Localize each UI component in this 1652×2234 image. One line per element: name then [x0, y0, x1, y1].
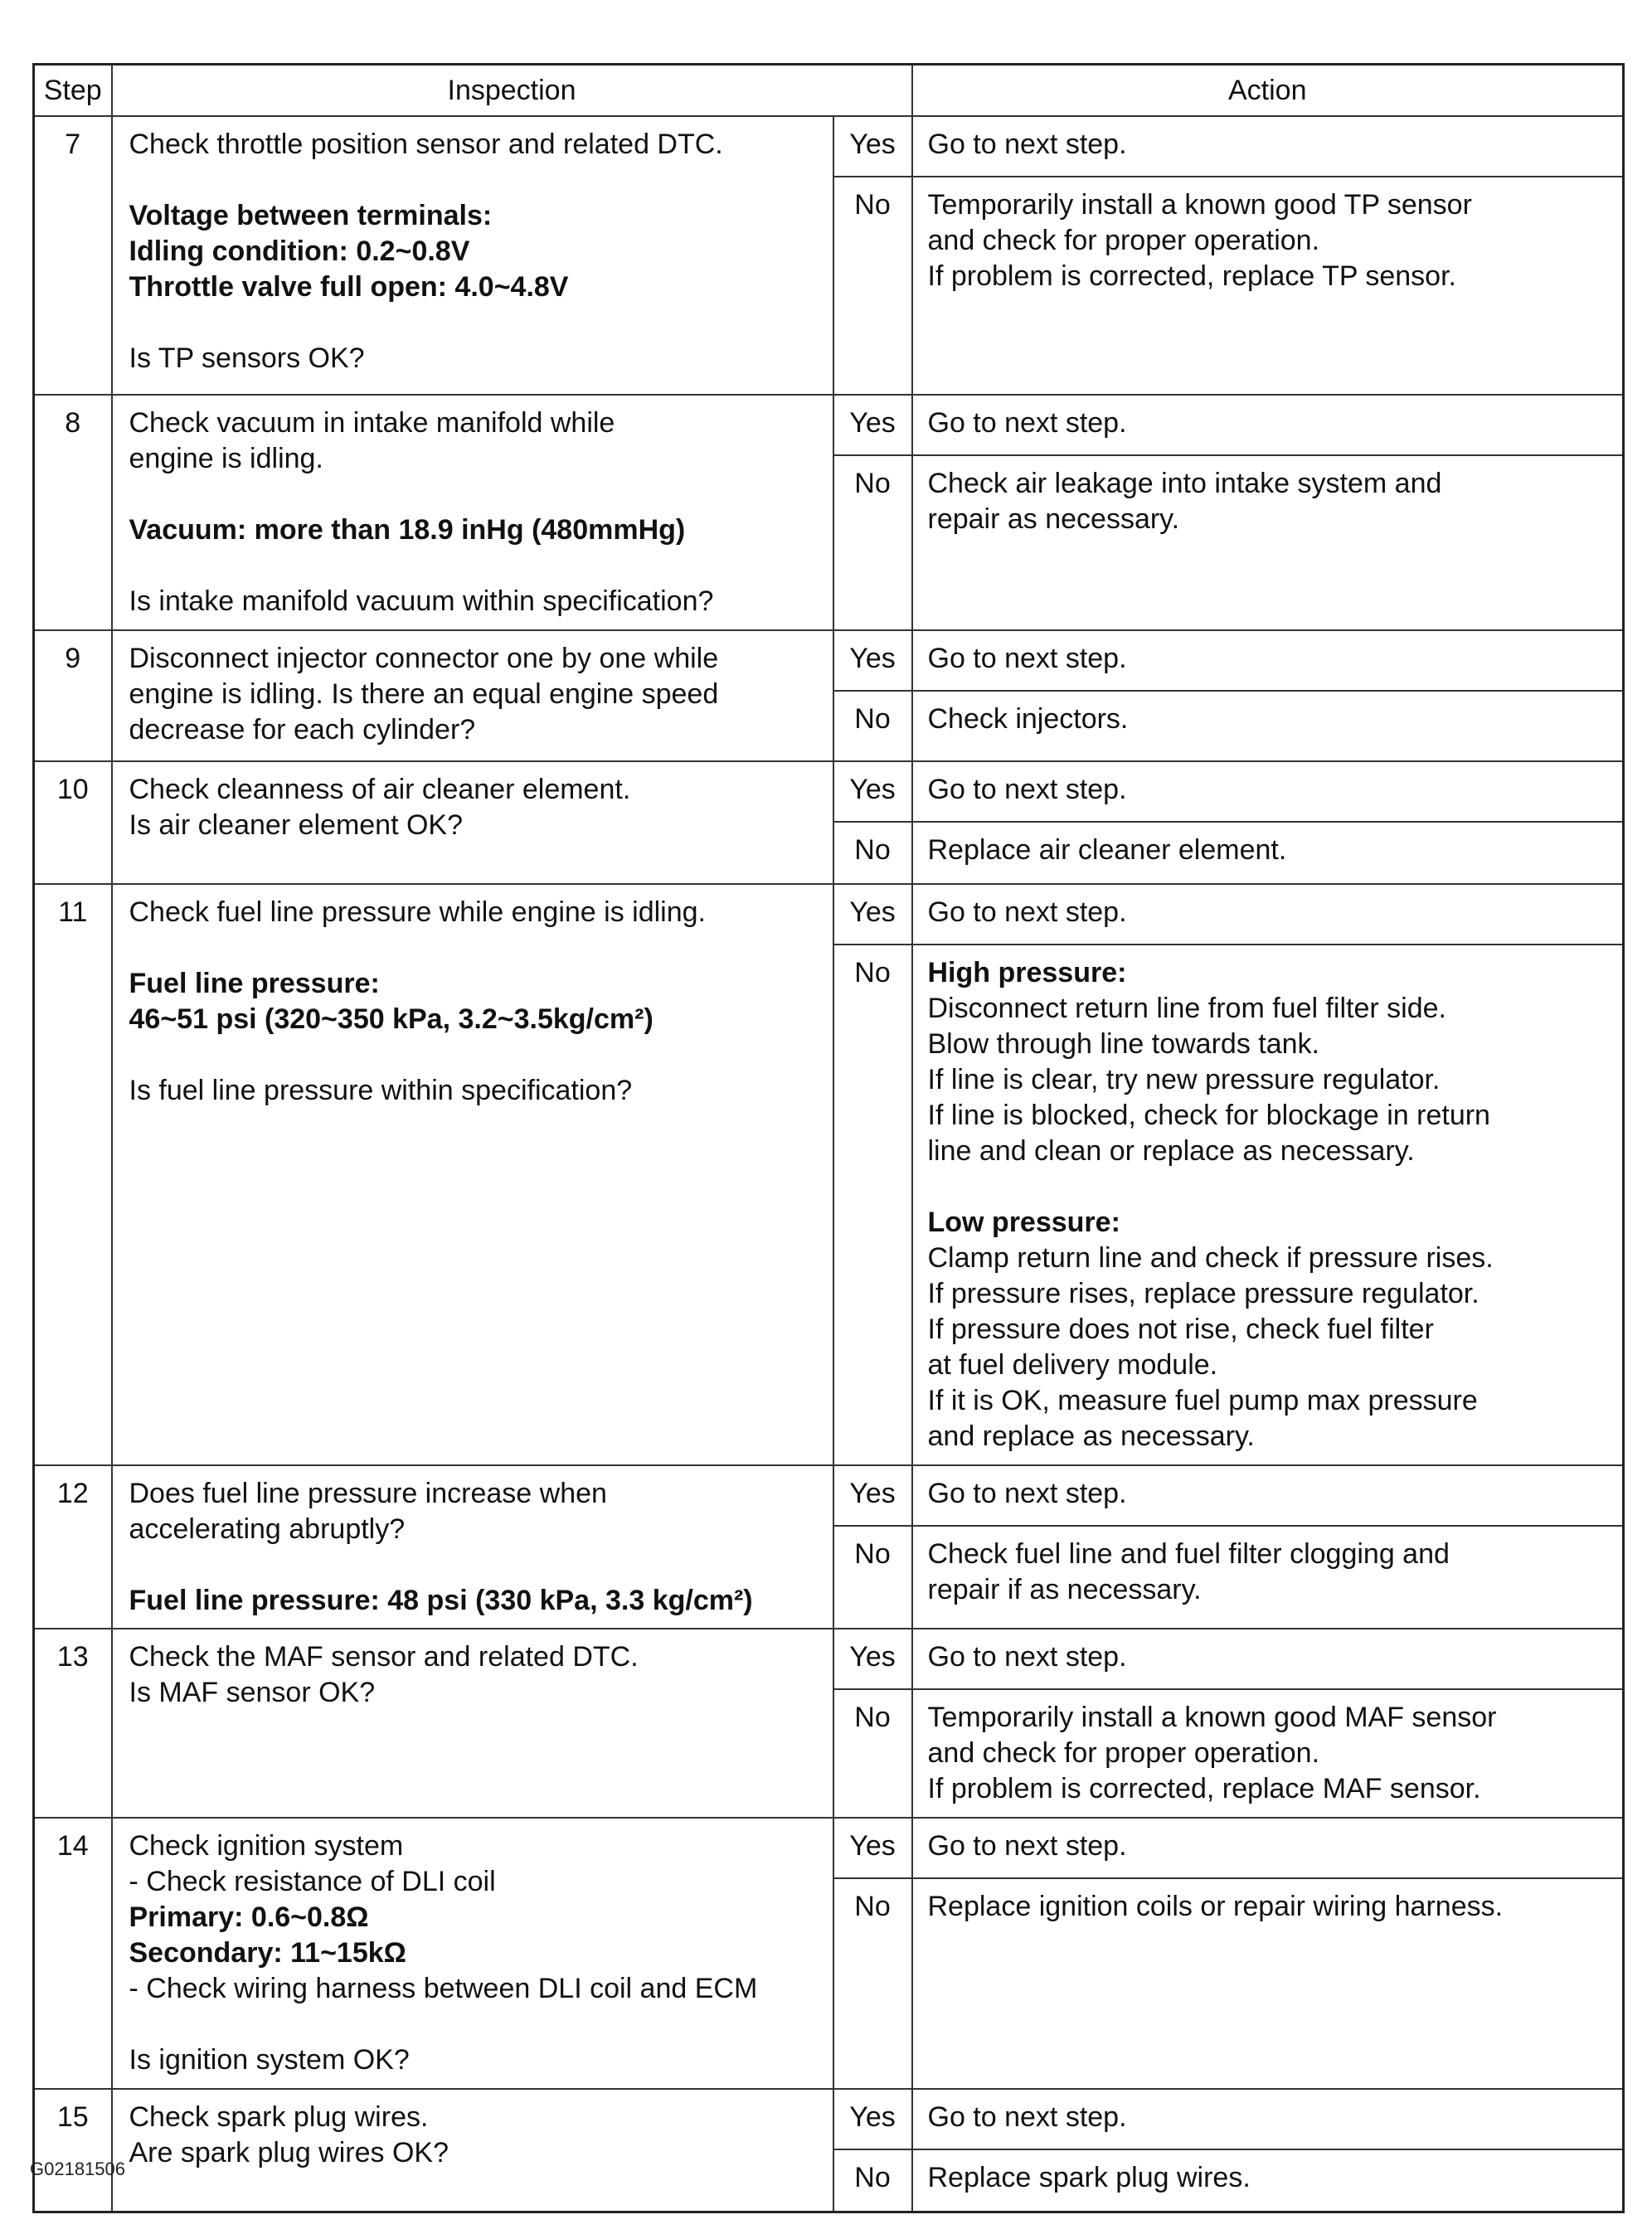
action-line: If it is OK, measure fuel pump max pressure — [927, 1385, 1478, 1416]
action-line: at fuel delivery module. — [927, 1349, 1218, 1381]
action-line: Check fuel line and fuel filter clogging and — [927, 1538, 1450, 1570]
inspection-cell — [112, 884, 833, 1465]
diagnostic-table — [32, 63, 1625, 2213]
no-label: No — [833, 1526, 912, 1629]
inspection-line: Check fuel line pressure while engine is idling. — [129, 896, 706, 928]
no-action-cell — [912, 1526, 1624, 1629]
action-line: and replace as necessary. — [927, 1421, 1255, 1452]
no-action-cell — [912, 945, 1624, 1465]
no-action-cell — [912, 1878, 1624, 2089]
action-line: Go to next step. — [927, 774, 1127, 805]
no-label: No — [833, 2149, 912, 2212]
no-label: No — [833, 1878, 912, 2089]
line-gap — [129, 548, 821, 584]
step-number: 8 — [34, 395, 112, 630]
action-line: If pressure rises, replace pressure regulator. — [927, 1278, 1480, 1309]
inspection-line: - Check resistance of DLI coil — [129, 1866, 496, 1897]
table-row — [34, 116, 1624, 177]
inspection-cell — [112, 2089, 833, 2212]
table-row — [34, 2089, 1624, 2149]
no-action-cell — [912, 177, 1624, 395]
action-line: and check for proper operation. — [927, 1737, 1320, 1769]
inspection-cell — [112, 395, 833, 630]
action-column-header: Action — [912, 65, 1624, 117]
line-gap — [129, 1547, 821, 1583]
action-line: If line is blocked, check for blockage in return — [927, 1100, 1490, 1131]
action-line: Temporarily install a known good MAF sensor — [927, 1702, 1497, 1733]
action-line: Go to next step. — [927, 1478, 1127, 1509]
yes-action-cell — [912, 1818, 1624, 1878]
yes-action-cell — [912, 116, 1624, 177]
yes-label: Yes — [833, 1465, 912, 1526]
spec-line: Throttle valve full open: 4.0~4.8V — [129, 271, 569, 303]
yes-action-cell — [912, 1629, 1624, 1689]
yes-action-cell — [912, 2089, 1624, 2149]
yes-action-cell — [912, 884, 1624, 945]
inspection-line: - Check wiring harness between DLI coil and ECM — [129, 1973, 758, 2004]
table-row — [34, 1629, 1624, 1689]
inspection-cell — [112, 1818, 833, 2089]
yes-label: Yes — [833, 1629, 912, 1689]
inspection-line: Is air cleaner element OK? — [129, 809, 464, 841]
table-row — [34, 884, 1624, 945]
table-row — [34, 395, 1624, 455]
no-action-cell — [912, 691, 1624, 761]
action-line: Go to next step. — [927, 1641, 1127, 1673]
inspection-line: Is fuel line pressure within specification? — [129, 1075, 633, 1106]
no-label: No — [833, 1689, 912, 1818]
inspection-line: Check cleanness of air cleaner element. — [129, 774, 631, 805]
action-line: Blow through line towards tank. — [927, 1028, 1319, 1060]
no-action-cell — [912, 822, 1624, 884]
table-row — [34, 1818, 1624, 1878]
line-gap — [129, 1037, 821, 1073]
inspection-line: Disconnect injector connector one by one while — [129, 643, 719, 674]
table-row — [34, 1465, 1624, 1526]
action-heading: High pressure: — [927, 957, 1127, 988]
action-line: repair if as necessary. — [927, 1574, 1202, 1605]
line-gap — [129, 477, 821, 512]
no-label: No — [833, 455, 912, 630]
line-gap — [129, 163, 821, 198]
inspection-cell — [112, 761, 833, 884]
inspection-line: engine is idling. — [129, 443, 323, 474]
action-heading: Low pressure: — [927, 1207, 1120, 1238]
step-number: 15 — [34, 2089, 112, 2212]
inspection-line: Is TP sensors OK? — [129, 342, 365, 374]
action-line: Replace air cleaner element. — [927, 834, 1287, 866]
yes-action-cell — [912, 761, 1624, 822]
inspection-line: Is MAF sensor OK? — [129, 1677, 376, 1708]
step-number: 14 — [34, 1818, 112, 2089]
action-line: and check for proper operation. — [927, 225, 1320, 256]
action-line: If line is clear, try new pressure regulator. — [927, 1064, 1441, 1095]
inspection-line: Does fuel line pressure increase when — [129, 1478, 607, 1509]
action-line: Disconnect return line from fuel filter side. — [927, 993, 1446, 1024]
yes-label: Yes — [833, 761, 912, 822]
no-label: No — [833, 177, 912, 395]
inspection-line: accelerating abruptly? — [129, 1513, 406, 1545]
spec-line: Vacuum: more than 18.9 inHg (480mmHg) — [129, 514, 686, 546]
yes-label: Yes — [833, 2089, 912, 2149]
action-line: Go to next step. — [927, 407, 1127, 439]
step-number: 7 — [34, 116, 112, 395]
step-number: 10 — [34, 761, 112, 884]
no-action-cell — [912, 1689, 1624, 1818]
yes-action-cell — [912, 1465, 1624, 1526]
action-line: Replace ignition coils or repair wiring harness. — [927, 1891, 1504, 1922]
inspection-line: Are spark plug wires OK? — [129, 2137, 449, 2168]
step-number: 11 — [34, 884, 112, 1465]
yes-action-cell — [912, 395, 1624, 455]
step-column-header: Step — [34, 65, 112, 117]
inspection-cell — [112, 1465, 833, 1629]
line-gap — [129, 930, 821, 966]
line-gap — [928, 1169, 1611, 1205]
action-line: Go to next step. — [927, 643, 1127, 674]
spec-line: Idling condition: 0.2~0.8V — [129, 236, 470, 267]
spec-line: Fuel line pressure: — [129, 968, 380, 999]
yes-label: Yes — [833, 630, 912, 691]
action-line: If pressure does not rise, check fuel filter — [927, 1314, 1434, 1345]
spec-line: Secondary: 11~15kΩ — [129, 1937, 406, 1969]
yes-label: Yes — [833, 884, 912, 945]
no-label: No — [833, 691, 912, 761]
inspection-line: Check throttle position sensor and related DTC. — [129, 129, 723, 160]
table-row — [34, 761, 1624, 822]
yes-action-cell — [912, 630, 1624, 691]
spec-line: Primary: 0.6~0.8Ω — [129, 1901, 369, 1933]
action-line: If problem is corrected, replace MAF sensor. — [927, 1773, 1481, 1804]
step-number: 12 — [34, 1465, 112, 1629]
action-line: Go to next step. — [927, 896, 1127, 928]
inspection-line: engine is idling. Is there an equal engine speed — [129, 678, 719, 710]
inspection-line: Is intake manifold vacuum within specification? — [129, 585, 714, 617]
inspection-column-header: Inspection — [112, 65, 912, 117]
inspection-cell — [112, 1629, 833, 1818]
spec-line: Voltage between terminals: — [129, 200, 493, 231]
inspection-line: Check spark plug wires. — [129, 2101, 429, 2133]
inspection-line: Check ignition system — [129, 1830, 404, 1862]
yes-label: Yes — [833, 116, 912, 177]
step-number: 9 — [34, 630, 112, 761]
action-line: Go to next step. — [927, 2101, 1127, 2133]
figure-id: G02181506 — [30, 2159, 125, 2179]
yes-label: Yes — [833, 1818, 912, 1878]
line-gap — [129, 2007, 821, 2042]
action-line: Go to next step. — [927, 1830, 1127, 1862]
action-line: Check injectors. — [927, 703, 1129, 735]
line-gap — [129, 305, 821, 341]
inspection-line: Is ignition system OK? — [129, 2044, 410, 2076]
header-row — [34, 65, 1624, 117]
no-label: No — [833, 945, 912, 1465]
no-label: No — [833, 822, 912, 884]
action-line: Clamp return line and check if pressure rises. — [927, 1242, 1494, 1274]
inspection-cell — [112, 116, 833, 395]
action-line: repair as necessary. — [927, 503, 1180, 535]
inspection-line: Check the MAF sensor and related DTC. — [129, 1641, 639, 1673]
no-action-cell — [912, 455, 1624, 630]
action-line: Check air leakage into intake system and — [927, 468, 1442, 499]
table-row — [34, 630, 1624, 691]
action-line: Temporarily install a known good TP sensor — [927, 189, 1472, 221]
step-number: 13 — [34, 1629, 112, 1818]
action-line: Replace spark plug wires. — [927, 2162, 1251, 2193]
action-line: Go to next step. — [927, 129, 1127, 160]
inspection-line: decrease for each cylinder? — [129, 714, 476, 745]
action-line: line and clean or replace as necessary. — [927, 1135, 1415, 1167]
inspection-line: Check vacuum in intake manifold while — [129, 407, 615, 439]
spec-line: 46~51 psi (320~350 kPa, 3.2~3.5kg/cm²) — [129, 1003, 654, 1035]
inspection-cell — [112, 630, 833, 761]
no-action-cell — [912, 2149, 1624, 2212]
action-line: If problem is corrected, replace TP sensor. — [927, 260, 1456, 292]
yes-label: Yes — [833, 395, 912, 455]
spec-line: Fuel line pressure: 48 psi (330 kPa, 3.3 kg/cm²) — [129, 1585, 753, 1616]
